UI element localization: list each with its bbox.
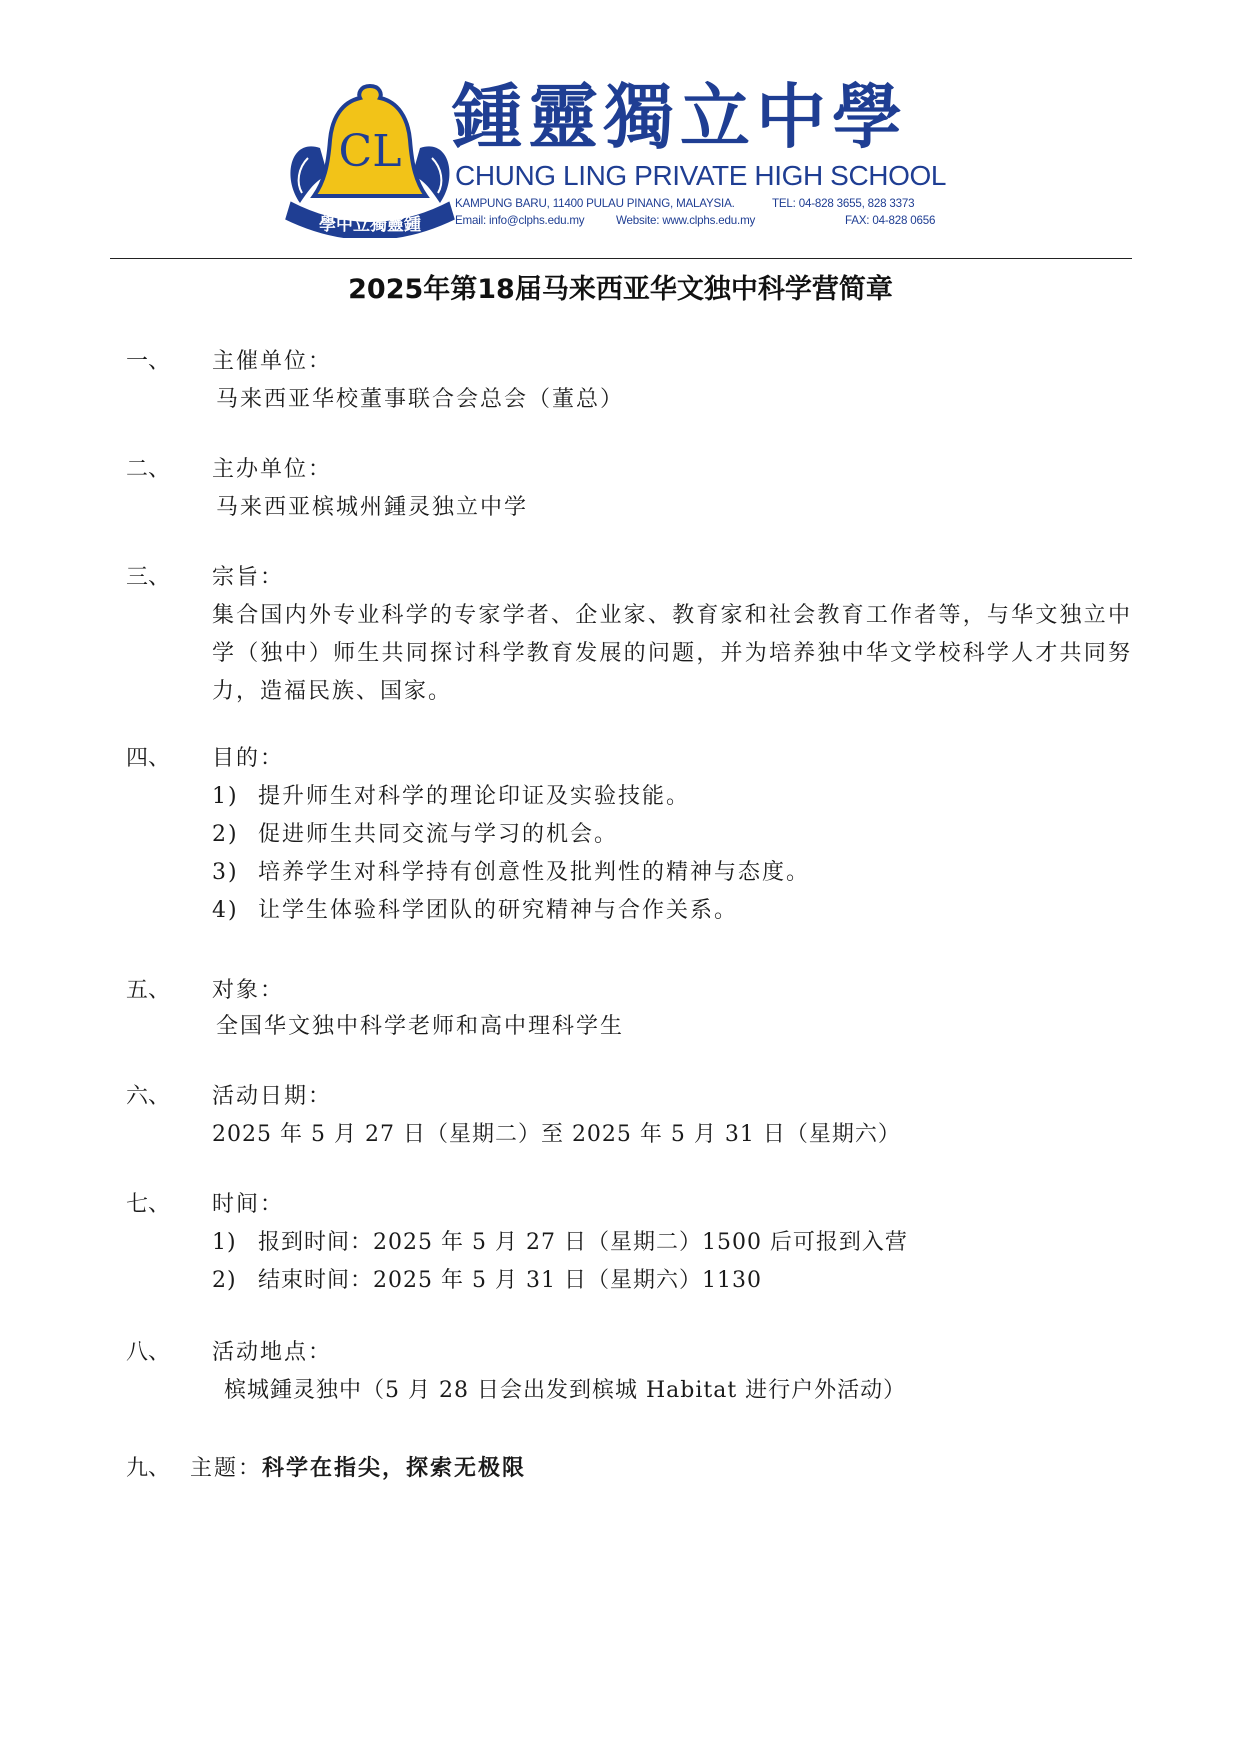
section-text: 槟城鍾灵独中（5 月 28 日会出发到槟城 Habitat 进行户外活动） (224, 1378, 907, 1403)
section-label: 目的： (212, 746, 285, 771)
school-name-english: CHUNG LING PRIVATE HIGH SCHOOL (455, 160, 947, 191)
section-number: 一、 (126, 349, 171, 374)
section-text: 马来西亚华校董事联合会总会（董总） (216, 387, 625, 412)
section-number: 七、 (126, 1192, 171, 1217)
section-number: 八、 (126, 1340, 171, 1365)
list-item (212, 892, 738, 930)
section-number: 九、 (126, 1456, 171, 1481)
header-divider (110, 258, 1132, 259)
section-paragraph: 集合国内外专业科学的专家学者、企业家、教育家和社会教育工作者等，与华文独立中学（独中）师生共同探讨科学教育发展的问题，并为培养独中华文学校科学人才共同努力，造福民族、国家。 (212, 603, 1132, 704)
list-item (212, 1262, 762, 1300)
section-number: 五、 (126, 978, 171, 1003)
list-item (212, 778, 690, 816)
school-telephone: TEL: 04-828 3655, 828 3373 (772, 197, 915, 210)
section-label: 主题： (190, 1456, 263, 1481)
list-item (212, 816, 618, 854)
crest-banner-text: 學中立獨靈鍾 (319, 215, 421, 235)
school-crest-logo (280, 78, 460, 238)
list-item-text: 促进师生共同交流与学习的机会。 (258, 822, 619, 847)
section-label: 主办单位： (212, 457, 333, 482)
list-item-index: 2) (212, 822, 239, 847)
section-number: 四、 (126, 746, 171, 771)
list-item-index: 3) (212, 860, 239, 885)
section-label: 主催单位： (212, 349, 333, 374)
section-label: 时间： (212, 1192, 285, 1217)
school-address: KAMPUNG BARU, 11400 PULAU PINANG, MALAYSIA. (455, 197, 735, 210)
document-title: 2025年第18届马来西亚华文独中科学营简章 (348, 274, 893, 305)
list-item-index: 1) (212, 1230, 237, 1255)
section-label: 活动日期： (212, 1084, 333, 1109)
section-text: 2025 年 5 月 27 日（星期二）至 2025 年 5 月 31 日（星期六） (212, 1122, 901, 1147)
theme-value: 科学在指尖，探索无极限 (262, 1456, 527, 1481)
list-item-text: 培养学生对科学持有创意性及批判性的精神与态度。 (258, 860, 811, 885)
list-item (212, 854, 810, 892)
section-number: 三、 (126, 565, 171, 590)
crest-monogram: CL (338, 126, 402, 177)
list-item-index: 2) (212, 1268, 237, 1293)
school-fax: FAX: 04-828 0656 (845, 214, 936, 227)
section-label: 宗旨： (212, 565, 285, 590)
list-item-text: 结束时间：2025 年 5 月 31 日（星期六）1130 (258, 1268, 762, 1293)
section-text: 马来西亚槟城州鍾灵独立中学 (216, 495, 529, 520)
section-number: 二、 (126, 457, 171, 482)
list-item-index: 1) (212, 784, 239, 809)
list-item-text: 报到时间：2025 年 5 月 27 日（星期二）1500 后可报到入营 (258, 1230, 908, 1255)
list-item (212, 1224, 908, 1262)
list-item-text: 提升师生对科学的理论印证及实验技能。 (258, 784, 691, 809)
section-label: 活动地点： (212, 1340, 333, 1365)
letterhead (280, 78, 980, 238)
school-name-chinese: 鍾靈獨立中學 (452, 76, 908, 158)
school-email: Email: info@clphs.edu.my (455, 214, 585, 227)
list-item-text: 让学生体验科学团队的研究精神与合作关系。 (258, 898, 739, 923)
school-website: Website: www.clphs.edu.my (616, 214, 756, 227)
section-number: 六、 (126, 1084, 171, 1109)
section-label: 对象： (212, 978, 285, 1003)
list-item-index: 4) (212, 898, 239, 923)
theme-line (190, 1450, 526, 1488)
section-text: 全国华文独中科学老师和高中理科学生 (216, 1014, 625, 1039)
